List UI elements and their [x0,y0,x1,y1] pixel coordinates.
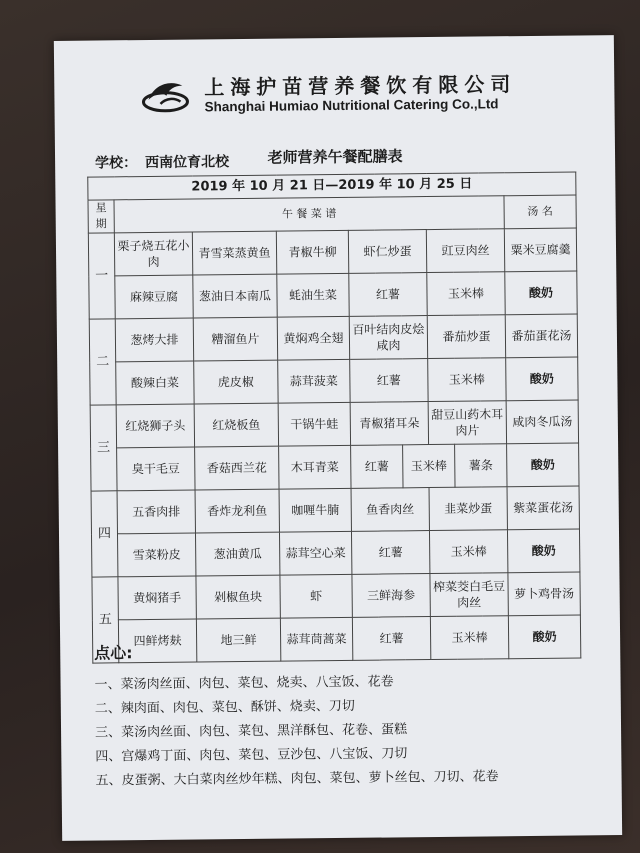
drink: 酸奶 [507,443,579,487]
dish: 虾 [280,574,352,618]
day-label: 四 [91,491,118,577]
day-label: 五 [92,577,119,663]
snack-line: 一、菜汤肉丝面、肉包、菜包、烧卖、八宝饭、花卷 [94,674,394,693]
bird-logo-icon [140,76,190,117]
school-line [95,151,229,172]
snack-title: 点心: [94,643,133,663]
dish: 薯条 [455,444,507,488]
dish: 百叶结肉皮烩咸肉 [349,316,427,360]
snack-line: 三、菜汤肉丝面、肉包、菜包、黑洋酥包、花卷、蛋糕 [94,722,408,741]
dish: 玉米棒 [428,358,506,402]
company-name-en: Shanghai Humiao Nutritional Catering Co.,Ltd [204,96,499,115]
dish: 青椒猪耳朵 [350,402,428,446]
dish: 青椒牛柳 [276,230,348,274]
dish: 香炸龙利鱼 [195,489,279,533]
drink: 酸奶 [507,529,579,573]
dish: 玉米棒 [430,616,508,660]
dish: 红薯 [351,531,429,575]
dish: 黄焖猪手 [118,576,196,620]
soup: 咸肉冬瓜汤 [506,400,578,444]
drink: 酸奶 [506,357,578,401]
lunch-menu-table [87,171,581,663]
dish: 青雪菜蒸黄鱼 [192,231,276,275]
dish: 木耳青菜 [279,445,351,489]
dish: 玉米棒 [403,444,455,488]
soup: 番茄蛋花汤 [505,314,577,358]
dish: 红烧狮子头 [116,404,194,448]
day-label: 二 [89,319,116,405]
page-title: 老师营养午餐配膳表 [267,147,403,167]
dish: 蚝油生菜 [277,273,349,317]
dish: 红薯 [349,273,427,317]
dish: 麻辣豆腐 [115,275,193,319]
drink: 酸奶 [508,615,580,659]
soup: 粟米豆腐羹 [504,228,576,272]
header-soup: 汤 名 [504,195,576,229]
soup: 紫菜蛋花汤 [507,486,579,530]
dish: 雪菜粉皮 [117,533,195,577]
menu-sheet [54,35,622,841]
soup: 萝卜鸡骨汤 [508,572,580,616]
snack-line: 二、辣肉面、肉包、菜包、酥饼、烧卖、刀切 [94,698,355,717]
header-day: 星期 [88,200,114,233]
dish: 玉米棒 [427,272,505,316]
dish: 香菇西兰花 [195,446,279,490]
dish: 虎皮椒 [194,360,278,404]
dish: 鱼香肉丝 [351,488,429,532]
school-name: 西南位育北校 [145,154,230,172]
dish: 干锅牛蛙 [278,402,350,446]
dish: 红薯 [351,445,403,489]
dish: 韭菜炒蛋 [429,487,507,531]
dish: 红薯 [352,617,430,661]
dish: 黄焖鸡全翅 [277,316,349,360]
dish: 栗子烧五花小肉 [114,232,192,276]
dish: 葱油黄瓜 [195,532,279,576]
header-lunch: 午 餐 菜 谱 [114,196,504,233]
dish: 虾仁炒蛋 [348,230,426,274]
dish: 三鲜海参 [352,574,430,618]
snack-section [94,635,586,793]
snack-line: 五、皮蛋粥、大白菜肉丝炒年糕、肉包、菜包、萝卜丝包、刀切、花卷 [95,769,499,789]
dish: 蒜茸茼蒿菜 [280,617,352,661]
dish: 咖喱牛腩 [279,488,351,532]
dish: 蒜茸菠菜 [278,359,350,403]
dish: 葱油日本南瓜 [193,274,277,318]
drink: 酸奶 [505,271,577,315]
date-range: 2019 年 10 月 21 日—2019 年 10 月 25 日 [88,172,576,200]
school-label: 学校： [95,155,138,172]
dish: 四鲜烤麸 [118,619,196,663]
dish: 地三鲜 [196,618,280,662]
dish: 葱烤大排 [115,318,193,362]
dish: 红烧板鱼 [194,403,278,447]
dish: 番茄炒蛋 [427,315,505,359]
day-label: 三 [90,405,117,491]
dish: 蒜茸空心菜 [279,531,351,575]
dish: 糟溜鱼片 [193,317,277,361]
company-name-cn: 上海护苗营养餐饮有限公司 [204,72,517,100]
dish: 豇豆肉丝 [426,229,504,273]
dish: 酸辣白菜 [116,361,194,405]
dish: 剁椒鱼块 [196,575,280,619]
dish: 五香肉排 [117,490,195,534]
snack-line: 四、宫爆鸡丁面、肉包、菜包、豆沙包、八宝饭、刀切 [95,746,408,765]
day-label: 一 [88,233,115,319]
dish: 甜豆山药木耳肉片 [428,401,506,445]
dish: 臭干毛豆 [117,447,195,491]
dish: 玉米棒 [429,530,507,574]
dish: 红薯 [350,359,428,403]
dish: 榨菜茭白毛豆肉丝 [430,573,508,617]
